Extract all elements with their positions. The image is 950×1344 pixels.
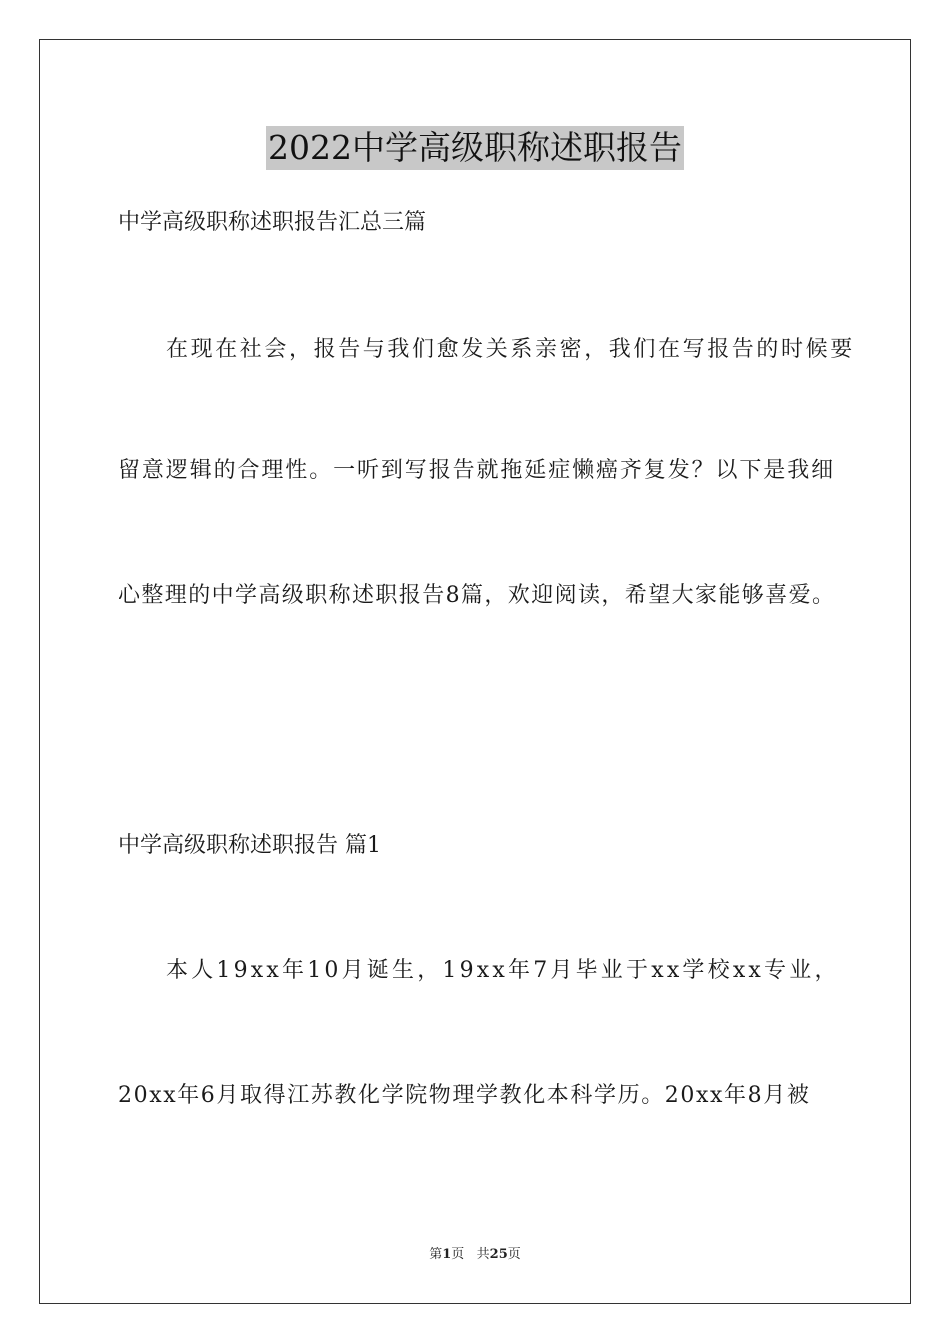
paragraph-line: 20xx年6月取得江苏教化学院物理学教化本科学历。20xx年8月被 (118, 1083, 811, 1108)
paragraph-line: 心整理的中学高级职称述职报告8篇，欢迎阅读，希望大家能够喜爱。 (118, 583, 836, 608)
footer-prefix: 第 (429, 1247, 443, 1262)
section-heading: 中学高级职称述职报告 篇1 (118, 833, 381, 858)
document-title: 2022中学高级职称述职报告 (266, 126, 684, 170)
footer-middle: 页 共 (451, 1247, 490, 1262)
document-subtitle: 中学高级职称述职报告汇总三篇 (118, 210, 427, 235)
paragraph-line: 留意逻辑的合理性。一听到写报告就拖延症懒癌齐复发？以下是我细 (118, 458, 836, 483)
footer-suffix: 页 (507, 1247, 521, 1262)
page-footer (0, 1246, 950, 1264)
title-container (0, 126, 950, 170)
footer-total-pages: 25 (489, 1247, 508, 1262)
footer-page-number: 1 (442, 1247, 452, 1262)
paragraph-line: 本人19xx年10月诞生，19xx年7月毕业于xx学校xx专业， (166, 958, 840, 983)
paragraph-line: 在现在社会，报告与我们愈发关系亲密，我们在写报告的时候要 (166, 337, 855, 362)
